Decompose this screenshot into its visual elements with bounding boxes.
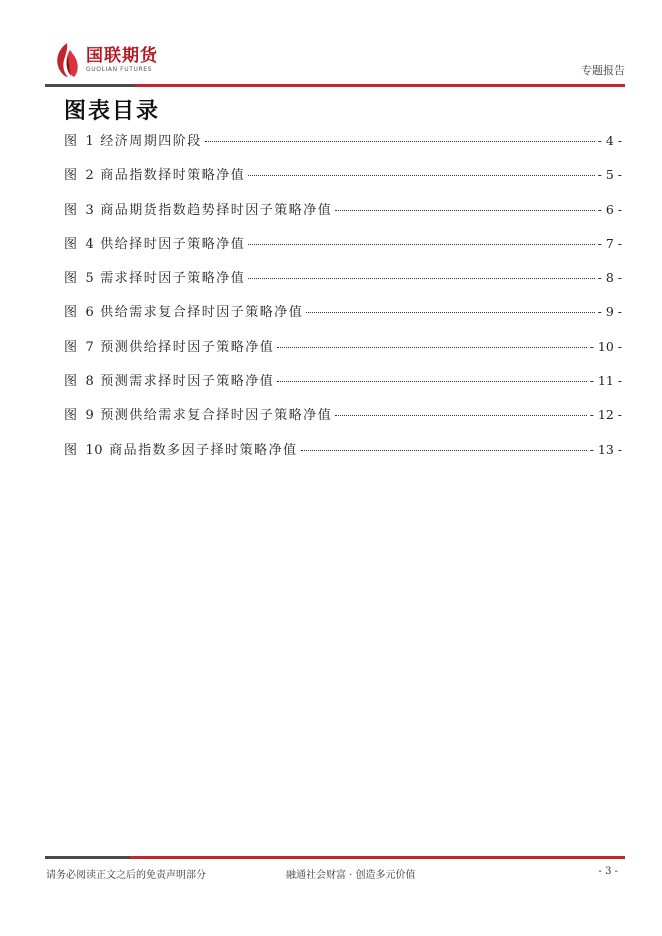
toc-leader-dots <box>205 141 595 142</box>
toc-entry[interactable] <box>64 233 622 267</box>
header-divider-accent <box>45 84 135 87</box>
company-logo <box>54 40 158 80</box>
toc-entry-number: 8 <box>85 374 95 390</box>
toc-entry-prefix: 图 6 <box>64 305 95 321</box>
toc-entry-prefix: 图 3 <box>64 202 95 218</box>
toc-entry-label: 商品期货指数趋势择时因子策略净值 <box>100 202 333 218</box>
toc-entry[interactable] <box>64 267 622 301</box>
toc-entry-number: 1 <box>85 134 95 149</box>
toc-entry-number: 9 <box>85 408 95 424</box>
logo-chinese-name: 国联期货 <box>86 46 158 66</box>
toc-entry-number: 5 <box>85 271 95 287</box>
toc-entry-label: 商品指数择时策略净值 <box>100 168 246 184</box>
toc-entry[interactable] <box>64 164 622 198</box>
toc-entry-label: 预测供给需求复合择时因子策略净值 <box>100 408 333 424</box>
logo-english-name: GUOLIAN FUTURES <box>86 66 153 73</box>
toc-entry-page: - 10 - <box>589 338 622 354</box>
toc-entry-prefix: 图 4 <box>64 236 95 252</box>
toc-entry-label: 供给择时因子策略净值 <box>100 236 246 252</box>
toc-leader-dots <box>335 210 594 211</box>
toc-leader-dots <box>306 312 594 313</box>
footer-divider <box>45 856 625 859</box>
toc-entry-label: 预测需求择时因子策略净值 <box>100 374 275 390</box>
toc-entry-prefix: 图 8 <box>64 374 95 390</box>
toc-entry-label: 供给需求复合择时因子策略净值 <box>100 305 304 321</box>
toc-entry-number: 7 <box>85 339 95 355</box>
toc-entry-prefix: 图 5 <box>64 271 95 287</box>
toc-entry-page: - 12 - <box>589 407 622 423</box>
toc-title: 图表目录 <box>64 98 161 124</box>
document-type-label: 专题报告 <box>581 64 625 77</box>
toc-entry-number: 4 <box>85 236 95 252</box>
toc-leader-dots <box>335 415 586 416</box>
toc-entry-page: - 8 - <box>597 270 622 286</box>
toc-entry-number: 2 <box>85 168 95 184</box>
toc-leader-dots <box>248 175 594 176</box>
toc-entry-number: 10 <box>85 442 104 458</box>
toc-entry-prefix: 图 7 <box>64 339 95 355</box>
toc-entry-label: 预测供给择时因子策略净值 <box>100 339 275 355</box>
toc-leader-dots <box>248 244 594 245</box>
toc-entry-page: - 11 - <box>589 373 622 389</box>
toc-entry-page: - 5 - <box>597 167 622 183</box>
footer-disclaimer: 请务必阅读正文之后的免责声明部分 <box>46 870 206 881</box>
toc-entry[interactable] <box>64 199 622 233</box>
toc-entry-prefix: 图 10 <box>64 442 104 458</box>
toc-entry-page: - 6 - <box>597 201 622 217</box>
toc-entry-label: 经济周期四阶段 <box>100 134 202 149</box>
toc-leader-dots <box>277 347 586 348</box>
footer-divider-accent <box>45 856 130 859</box>
toc-entry-prefix: 图 2 <box>64 168 95 184</box>
toc-entry-page: - 13 - <box>589 441 622 457</box>
flame-logo-icon <box>54 42 80 78</box>
toc-entry[interactable] <box>64 301 622 335</box>
toc-entry[interactable] <box>64 439 622 473</box>
toc-entry[interactable] <box>64 336 622 370</box>
toc-list <box>64 130 622 473</box>
toc-entry-number: 6 <box>85 305 95 321</box>
toc-entry-label: 商品指数多因子择时策略净值 <box>109 442 298 458</box>
toc-entry-label: 需求择时因子策略净值 <box>100 271 246 287</box>
toc-entry[interactable] <box>64 130 622 164</box>
toc-entry-page: - 4 - <box>597 133 622 148</box>
footer-slogan: 融通社会财富 · 创造多元价值 <box>286 870 416 881</box>
toc-leader-dots <box>248 278 594 279</box>
toc-leader-dots <box>301 450 587 451</box>
toc-entry-page: - 7 - <box>597 235 622 251</box>
toc-entry-prefix: 图 1 <box>64 134 95 149</box>
toc-entry-number: 3 <box>85 202 95 218</box>
toc-entry[interactable] <box>64 370 622 404</box>
toc-entry-prefix: 图 9 <box>64 408 95 424</box>
toc-entry[interactable] <box>64 404 622 438</box>
toc-leader-dots <box>277 381 586 382</box>
toc-entry-page: - 9 - <box>597 304 622 320</box>
footer-page-number: - 3 - <box>598 866 618 877</box>
